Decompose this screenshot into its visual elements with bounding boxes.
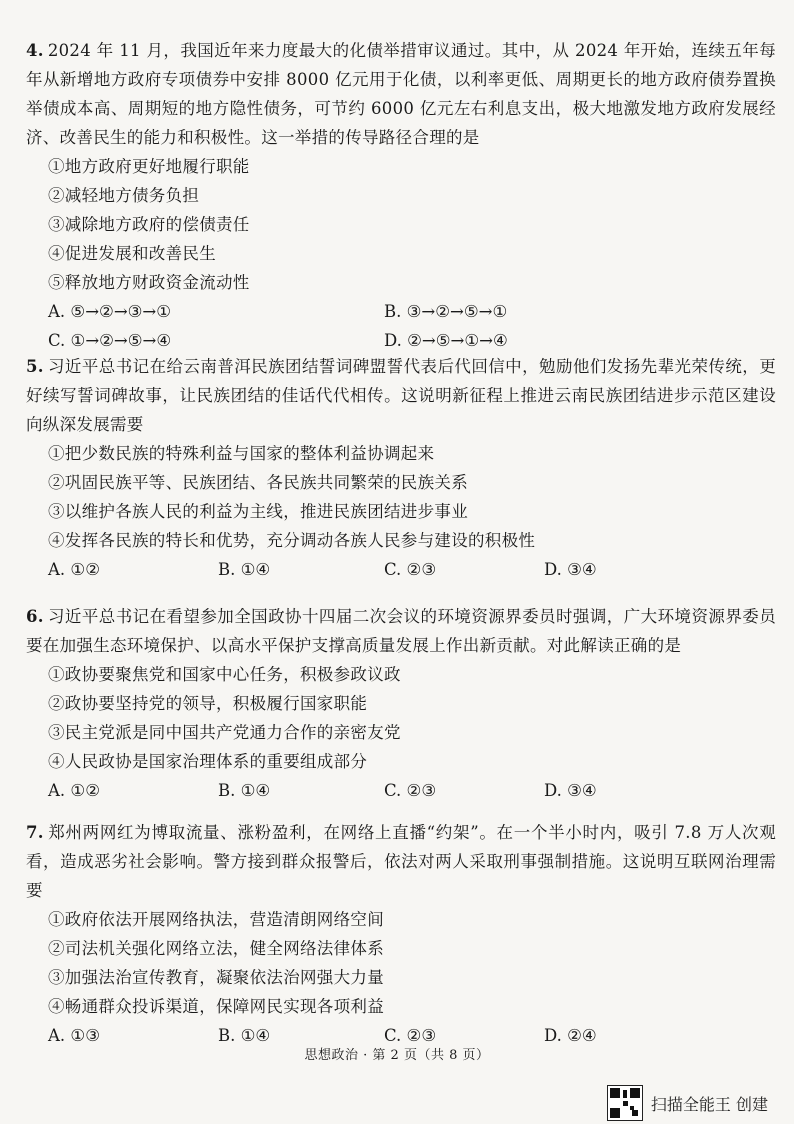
statement-2: ②巩固民族平等、民族团结、各民族共同繁荣的民族关系 bbox=[48, 473, 468, 492]
choice-b: B. ③→②→⑤→① bbox=[384, 302, 508, 321]
question-7 bbox=[26, 818, 776, 1050]
question-number: 5. bbox=[26, 357, 44, 376]
statement-3: ③民主党派是同中国共产党通力合作的亲密友党 bbox=[48, 723, 401, 742]
statement-1: ①把少数民族的特殊利益与国家的整体利益协调起来 bbox=[48, 444, 435, 463]
statement-2: ②减轻地方债务负担 bbox=[48, 186, 200, 205]
choice-c: C. ②③ bbox=[384, 781, 437, 800]
choice-b: B. ①④ bbox=[218, 560, 271, 579]
question-4 bbox=[26, 36, 776, 355]
choice-d: D. ②④ bbox=[544, 1026, 597, 1045]
choice-a: A. ①② bbox=[48, 781, 100, 800]
scanner-text: 扫描全能王 创建 bbox=[650, 1094, 768, 1114]
choice-b: B. ①④ bbox=[218, 1026, 271, 1045]
question-6 bbox=[26, 602, 776, 805]
question-stem: 4. 2024 年 11 月，我国近年来力度最大的化债举措审议通过。其中，从 2024 年开始，连续五年每年从新增地方政府专项债券中安排 8000 亿元用于化债，以利率更低、周期更长的地方政府债券置换举债成本高、周期短的地方隐性债务，可节约 6000 亿元左右利息支出，极大地激发地方政府发展经济、改善民生的能力和积极性。这一举措的传导路径合理的是 bbox=[26, 41, 776, 147]
question-number: 4. bbox=[26, 41, 44, 60]
question-stem: 6. 习近平总书记在看望参加全国政协十四届二次会议的环境资源界委员时强调，广大环境资源界委员要在加强生态环境保护、以高水平保护支撑高质量发展上作出新贡献。对此解读正确的是 bbox=[26, 607, 776, 655]
statement-3: ③加强法治宣传教育，凝聚依法治网强大力量 bbox=[48, 968, 384, 987]
statement-2: ②司法机关强化网络立法，健全网络法律体系 bbox=[48, 939, 384, 958]
qr-code-icon bbox=[607, 1085, 643, 1121]
statement-5: ⑤释放地方财政资金流动性 bbox=[48, 273, 250, 292]
statement-3: ③减除地方政府的偿债责任 bbox=[48, 215, 250, 234]
scanner-watermark bbox=[607, 1085, 768, 1121]
statement-4: ④促进发展和改善民生 bbox=[48, 244, 216, 263]
choice-a: A. ⑤→②→③→① bbox=[48, 302, 172, 321]
answer-choices-row-1 bbox=[26, 297, 776, 326]
question-number: 7. bbox=[26, 823, 44, 842]
statement-2: ②政协要坚持党的领导，积极履行国家职能 bbox=[48, 694, 368, 713]
choice-a: A. ①③ bbox=[48, 1026, 100, 1045]
statement-1: ①地方政府更好地履行职能 bbox=[48, 157, 250, 176]
page-footer: 思想政治 · 第 2 页（共 8 页） bbox=[304, 1048, 490, 1063]
choice-d: D. ②→⑤→①→④ bbox=[384, 331, 508, 350]
question-stem: 5. 习近平总书记在给云南普洱民族团结誓词碑盟誓代表后代回信中，勉励他们发扬先辈光荣传统，更好续写誓词碑故事，让民族团结的佳话代代相传。这说明新征程上推进云南民族团结进步示范区建设向纵深发展需要 bbox=[26, 357, 776, 434]
choice-b: B. ①④ bbox=[218, 781, 271, 800]
question-5 bbox=[26, 352, 776, 584]
choice-d: D. ③④ bbox=[544, 781, 597, 800]
choice-d: D. ③④ bbox=[544, 560, 597, 579]
statement-1: ①政协要聚焦党和国家中心任务，积极参政议政 bbox=[48, 665, 401, 684]
statement-4: ④发挥各民族的特长和优势，充分调动各族人民参与建设的积极性 bbox=[48, 531, 536, 550]
choice-a: A. ①② bbox=[48, 560, 100, 579]
choice-c: C. ①→②→⑤→④ bbox=[48, 331, 172, 350]
answer-choices bbox=[26, 776, 776, 805]
statement-1: ①政府依法开展网络执法，营造清朗网络空间 bbox=[48, 910, 384, 929]
question-number: 6. bbox=[26, 607, 44, 626]
statement-3: ③以维护各族人民的利益为主线，推进民族团结进步事业 bbox=[48, 502, 468, 521]
answer-choices bbox=[26, 555, 776, 584]
choice-c: C. ②③ bbox=[384, 1026, 437, 1045]
answer-choices-row-2 bbox=[26, 326, 776, 355]
statement-4: ④畅通群众投诉渠道，保障网民实现各项利益 bbox=[48, 997, 384, 1016]
choice-c: C. ②③ bbox=[384, 560, 437, 579]
question-stem: 7. 郑州两网红为博取流量、涨粉盈利，在网络上直播“约架”。在一个半小时内，吸引 7.8 万人次观看，造成恶劣社会影响。警方接到群众报警后，依法对两人采取刑事强制措施。这说明互联网治理需要 bbox=[26, 823, 776, 900]
statement-4: ④人民政协是国家治理体系的重要组成部分 bbox=[48, 752, 368, 771]
